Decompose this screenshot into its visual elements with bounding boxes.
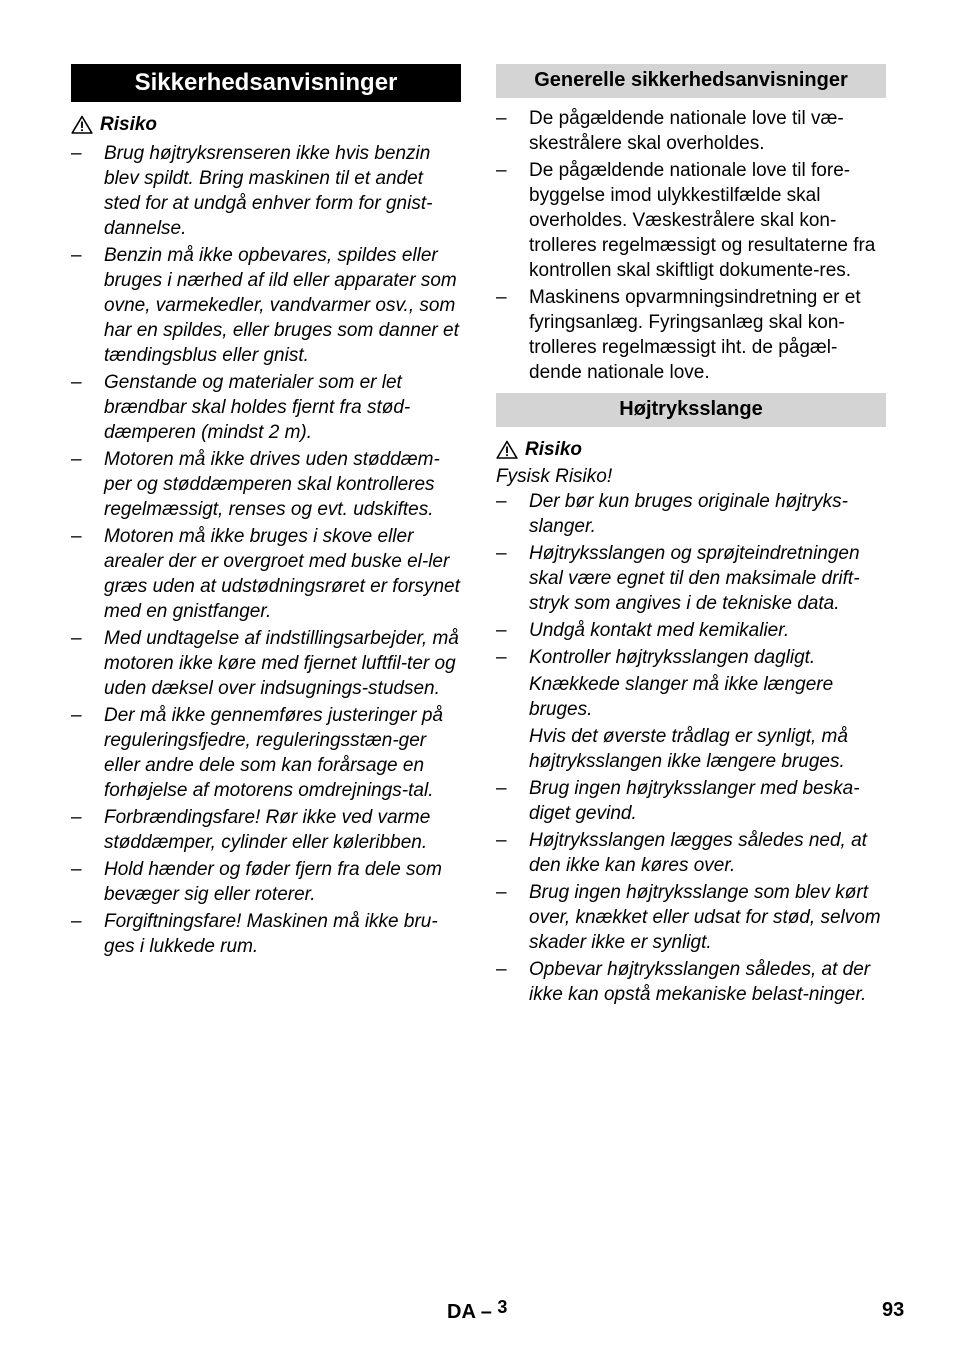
warning-triangle-icon	[71, 115, 93, 134]
page-number: 93	[882, 1299, 905, 1321]
list-item: – Undgå kontakt med kemikalier.	[496, 620, 790, 641]
risk-warning	[71, 112, 461, 137]
list-item: – De pågældende nationale love til væ-skestrålere skal overholdes.	[496, 108, 844, 154]
list-item: – Der må ikke gennemføres justeringer på reguleringsfjedre, reguleringsstæn-ger eller andre dele som kan forårsage en forhøjelse af motorens omdrejnings-tal.	[71, 705, 443, 801]
list-item: – Brug ingen højtryksslange som blev kørt over, knækket eller udsat for stød, selvom skader ikke er synligt.	[496, 882, 881, 953]
list-item-note: Knækkede slanger må ikke længere bruges.	[529, 674, 834, 720]
hose-intro: Fysisk Risiko!	[496, 466, 613, 487]
warning-triangle-icon	[496, 440, 518, 459]
left-column	[71, 64, 461, 961]
list-item: – Forgiftningsfare! Maskinen må ikke bru-ges i lukkede rum.	[71, 911, 438, 957]
general-safety-list	[496, 106, 886, 385]
list-item: – Maskinens opvarmningsindretning er et fyringsanlæg. Fyringsanlæg skal kon-trolleres regelmæssigt iht. de pågæl-dende nationale love.	[496, 287, 861, 383]
list-item: – Opbevar højtryksslangen således, at der ikke kan opstå mekaniske belast-ninger.	[496, 959, 871, 1005]
language-code: DA –	[447, 1301, 492, 1323]
list-item: – Kontroller højtryksslangen dagligt. Knækkede slanger må ikke længere bruges. Hvis det øverste trådlag er synligt, må højtryksslangen ikke længere bruges.	[496, 645, 886, 774]
list-item: – Motoren må ikke bruges i skove eller arealer der er overgroet med buske el-ler græs uden at udstødningsrøret er forsynet med en gnistfanger.	[71, 526, 460, 622]
list-item: – Forbrændingsfare! Rør ikke ved varme støddæmper, cylinder eller køleribben.	[71, 807, 431, 853]
list-item-note: Hvis det øverste trådlag er synligt, må højtryksslangen ikke længere bruges.	[529, 726, 848, 772]
section-page-number: 3	[497, 1297, 508, 1317]
hose-heading: Højtryksslange	[496, 393, 886, 427]
risk-list	[71, 141, 461, 959]
list-item: – Højtryksslangen og sprøjteindretningen skal være egnet til den maksimale drift-stryk som angives i de tekniske data.	[496, 543, 860, 614]
list-item: – Brug højtryksrenseren ikke hvis benzin blev spildt. Bring maskinen til et andet sted for at undgå enhver form for gnist-dannelse.	[71, 143, 433, 239]
hose-risk-warning	[496, 437, 886, 462]
page-footer-section	[447, 1297, 507, 1324]
list-item: – Genstande og materialer som er let brændbar skal holdes fjernt fra stød-dæmperen (mindst 2 m).	[71, 372, 411, 443]
list-item: – Der bør kun bruges originale højtryks-slanger.	[496, 491, 848, 537]
risk-label: Risiko	[100, 114, 158, 135]
list-item: – Benzin må ikke opbevares, spildes eller bruges i nærhed af ild eller apparater som ovne, varmekedler, vandvarmer osv., som har en spildes, eller bruges som danner et tændingsblus eller gnist.	[71, 245, 459, 366]
list-item: – De pågældende nationale love til fore-byggelse imod ulykkestilfælde skal overholdes. Væskestrålere skal kon-trolleres regelmæssigt og resultaterne fra kontrollen skal skiftligt dokumente-res.	[496, 160, 876, 281]
right-column	[496, 64, 886, 1009]
general-safety-heading: Generelle sikkerhedsanvisninger	[496, 64, 886, 98]
hose-list	[496, 489, 886, 1007]
list-item: – Motoren må ikke drives uden støddæm-per og støddæmperen skal kontrolleres regelmæssigt, renses og evt. udskiftes.	[71, 449, 440, 520]
list-item: – Med undtagelse af indstillingsarbejder, må motoren ikke køre med fjernet luftfil-ter og uden dæksel over indsugnings-studsen.	[71, 628, 459, 699]
list-item: – Højtryksslangen lægges således ned, at den ikke kan køres over.	[496, 830, 867, 876]
risk-label: Risiko	[525, 439, 583, 460]
list-item: – Hold hænder og føder fjern fra dele som bevæger sig eller roterer.	[71, 859, 442, 905]
section-title: Sikkerhedsanvisninger	[71, 64, 461, 102]
list-item: – Brug ingen højtryksslanger med beska-diget gevind.	[496, 778, 860, 824]
